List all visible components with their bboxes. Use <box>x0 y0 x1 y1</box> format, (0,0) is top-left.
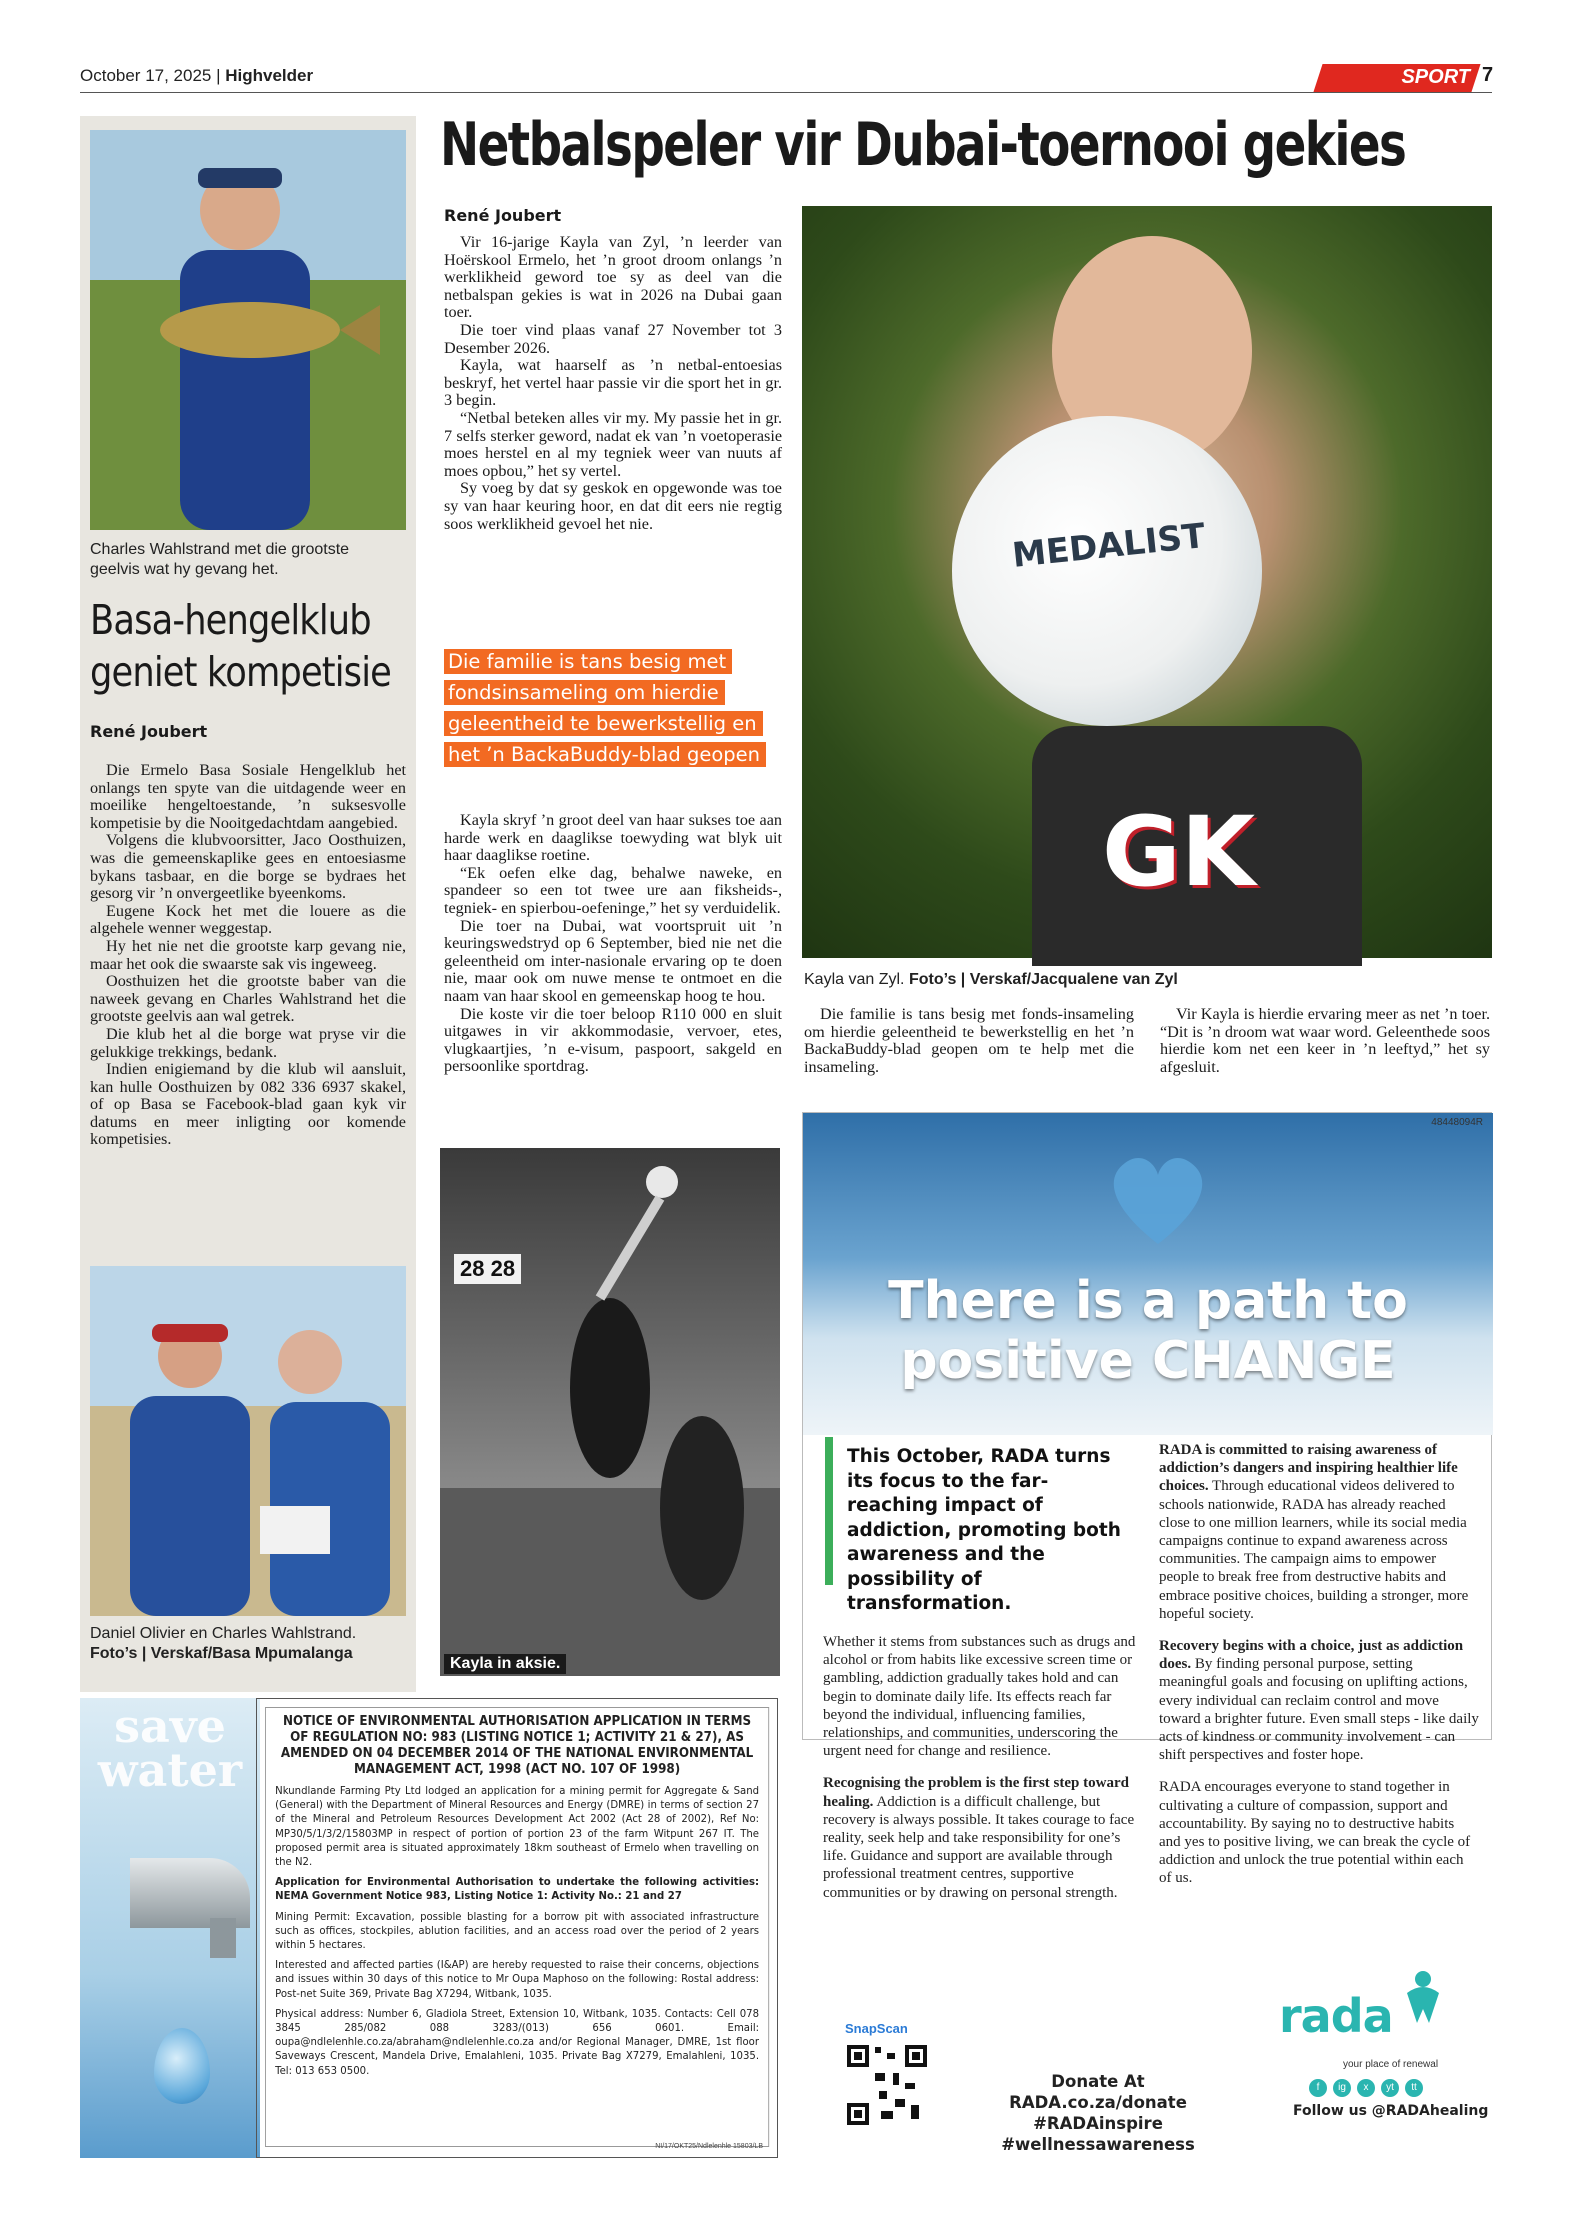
netball-shape <box>952 416 1262 726</box>
paragraph: Vir 16-jarige Kayla van Zyl, ’n leerder van Hoërskool Ermelo, het ’n groot droom onlangs ’n werklikheid geword toe sy as deel van die netbalspan gekies is wat in 2026 na Dubai gaan toer. <box>444 233 782 322</box>
paragraph: Indien enigiemand by die klub wil aansluit, kan hulle Oosthuizen by 082 336 6937 skakel, of op Basa se Facebook-blad gaan kyk vir datums en meer inligting oor komende kompetisies. <box>90 1060 406 1149</box>
environmental-notice <box>256 1698 778 2158</box>
section-label: SPORT <box>1401 66 1470 88</box>
notice-reference: NI/17/OKT25/Ndlelenhle 15803/LB <box>655 2143 763 2150</box>
netball-col3 <box>1160 1006 1490 1076</box>
paragraph: Volgens die klubvoorsitter, Jaco Oosthuizen, was die gemeenskaplike gees en entoesiasme bykans tasbaar, en die borge se bydraes het gesorg vir ’n onvergeetlike byeenkoms. <box>90 831 406 903</box>
paragraph: Hy het nie net die grootste karp gevang nie, maar het ook die swaarste sak vis ingeweeg. <box>90 936 406 973</box>
notice-paragraph: Mining Permit: Excavation, possible blasting for a borrow pit with associated infrastructure such as offices, stockpiles, ablution facilities, and an access road over the period of 2 years within 5 hectares. <box>275 1909 760 1952</box>
youtube-icon[interactable]: yt <box>1381 2079 1399 2097</box>
heart-cloud-icon <box>1103 1149 1213 1249</box>
pull-quote-text: Die familie is tans besig met fondsinsameling om hierdie geleentheid te bewerkstellig en het ’n BackaBuddy-blad geopen <box>444 649 766 767</box>
netball-headline: Netbalspeler vir Dubai-toernooi gekies <box>440 110 1406 180</box>
donate-block <box>983 2071 1213 2155</box>
ad-paragraph-text: Addiction is a difficult challenge, but recovery is always possible. It takes courage to face reality, seek help and take responsibility for one’s life. Guidance and support are available through professional treatment centres, supportive communities or by drawing on personal strength. <box>823 1793 1135 1901</box>
ad-paragraph <box>1159 1778 1479 1887</box>
donate-link[interactable]: Donate At RADA.co.za/donate <box>1009 2072 1187 2112</box>
ad-accent-bar <box>825 1437 833 1585</box>
paragraph: “Netbal beteken alles vir my. My passie het in gr. 7 selfs sterker geword, nadat ek van ’n voetoperasie moes herstel en al my tegniek weer van nuuts af moes opbou,” het sy vertel. <box>444 408 782 480</box>
fish-photo <box>90 130 406 530</box>
ad-paragraph-text: Whether it stems from substances such as drugs and alcohol or from habits like excessive screen time or gambling, addiction gradually takes hold and can begin to dominate daily life. Its effects reach far beyond the individual, influencing families, relationships, and communities, underscoring the urgent need for change and resilience. <box>823 1634 1136 1760</box>
fisherman-illustration <box>90 130 406 530</box>
ad-paragraph <box>823 1633 1143 1760</box>
anglers-illustration <box>90 1266 406 1616</box>
paragraph: Die klub het al die borge wat pryse vir die gelukkige trekkings, bedank. <box>90 1024 406 1061</box>
hashtag: #RADAinspire <box>1033 2114 1163 2133</box>
anglers-photo-credit: Foto’s | Verskaf/Basa Mpumalanga <box>90 1645 353 1662</box>
notice-paragraph: Physical address: Number 6, Gladiola Street, Extension 10, Witbank, 1035. Contacts: Cell 078 3845 285/082 088 3283/(013) 656 0601. Email: oupa@ndlelenhle.co.za/abraham@ndlelenhle.co.za and/or Regional Manager, DMRE, 1st floor Saveways Crescent, Mandela Drive, Emalahleni, 1035. Private Bag X7279, Emalahleni, 1035. Tel: 013 653 0500. <box>275 2006 760 2077</box>
basa-body <box>90 762 406 1149</box>
x-icon[interactable]: x <box>1357 2079 1375 2097</box>
facebook-icon[interactable]: f <box>1309 2079 1327 2097</box>
notice-paragraph: Nkundlande Farming Pty Ltd lodged an application for a mining permit for Aggregate & Sand (General) with the Department of Mineral Resources and Energy (DMRE) in terms of section 27 of the Mineral and Petroleum Resources Development Act 2002 (Act 28 of 2002), Ref No: MP30/5/1/3/2/15803MP in respect of portion of portion 23 of the farm Witpunt 267 IT. The proposed permit area is situated approximately 18km southeast of Ermelo when travelling on the N2. <box>275 1784 760 1869</box>
rada-logo: rada <box>1279 1989 1393 2043</box>
ad-paragraph-lead: Recovery begins with a choice, just as addiction does. <box>1159 1638 1464 1673</box>
ad-title-line: There is a path to <box>888 1271 1408 1331</box>
ad-paragraph-lead: Recognising the problem is the first step toward healing. <box>823 1775 1129 1810</box>
ad-right-column <box>1159 1441 1479 1902</box>
fish-photo-caption: Charles Wahlstrand met die grootste geelvis wat hy gevang het. <box>90 541 350 578</box>
netball-col1 <box>444 234 782 533</box>
snapscan-logo: SnapScan <box>845 2021 908 2036</box>
paragraph: Die Ermelo Basa Sosiale Hengelklub het onlangs ten spyte van die uitdagende weer en moeilike hengeltoestande, ’n suksesvolle kompetisie by die Nooitgedachtdam aangebied. <box>90 761 406 832</box>
paragraph: Oosthuizen het die grootste baber van die naweek gevang en Charles Wahlstrand het die grootste geelvis aan wal getrek. <box>90 972 406 1026</box>
header-rule <box>80 92 1492 93</box>
follow-handle[interactable]: Follow us @RADAhealing <box>1293 2103 1489 2119</box>
rada-advertisement <box>802 1112 1492 2154</box>
kayla-photo-caption <box>804 970 1494 990</box>
ad-reference: 48448094R <box>1431 1117 1483 1128</box>
paragraph: Die toer vind plaas vanaf 27 November tot 3 Desember 2026. <box>444 320 782 357</box>
netball-byline: René Joubert <box>444 206 562 225</box>
ad-paragraph <box>1159 1441 1479 1623</box>
caption-text: Kayla van Zyl. <box>804 971 905 988</box>
rada-figure-icon <box>1403 1969 1443 2025</box>
save-water-line: save <box>114 1699 226 1753</box>
masthead-date-paper <box>80 66 313 86</box>
paragraph: Eugene Kock het met die louere as die algehele wenner weggestap. <box>90 901 406 938</box>
ball-brand-text: MEDALIST <box>1010 515 1208 577</box>
ad-paragraph <box>1159 1637 1479 1764</box>
jersey-position-text: GK <box>1102 796 1256 908</box>
rada-tagline: your place of renewal <box>1343 2059 1439 2070</box>
notice-paragraph: Application for Environmental Authorisation to undertake the following activities: NEMA Government Notice 983, Listing Notice 1: Activity No.: 21 and 27 <box>275 1875 760 1903</box>
notice-body <box>265 1707 769 2147</box>
qr-code-icon[interactable] <box>845 2043 929 2127</box>
action-photo <box>440 1148 780 1676</box>
notice-paragraph: Interested and affected parties (I&AP) are hereby requested to raise their concerns, objections and issues within 30 days of this notice to Mr Oupa Maphoso on the following: Rostal address: Post-net Suite 369, Private Bag X7294, Witbank, 1035. <box>275 1958 760 2000</box>
anglers-photo-caption: Daniel Olivier en Charles Wahlstrand. <box>90 1625 357 1642</box>
notice-title: NOTICE OF ENVIRONMENTAL AUTHORISATION APPLICATION IN TERMS OF REGULATION NO: 983 (LISTING NOTICE 1; ACTIVITY 21 & 27), AS AMENDED ON 04 DECEMBER 2014 OF THE NATIONAL ENVIRONMENTAL MANAGEMENT ACT, 1998 (ACT NO. 107 OF 1998) <box>280 1714 754 1777</box>
netball-col2 <box>804 1006 1134 1076</box>
paragraph: Vir Kayla is hierdie ervaring meer as net ’n toer. “Dit is ’n droom wat waar word. Geleenthede soos hierdie kom net een keer in ’n leeftyd,” het sy afgesluit. <box>1160 1005 1490 1076</box>
paragraph: Die familie is tans besig met fonds-insameling om hierdie geleentheid te bewerkstellig en het ’n BackaBuddy-blad geopen om te help met die insameling. <box>804 1005 1134 1076</box>
paragraph: Die toer na Dubai, wat voortspruit uit ’n keuringswedstryd op 6 September, bied nie net die geleentheid om inter-nasionale ervaring op te doen nie, maar ook om nuwe mense te ontmoet en die naam van haar skool en gemeenskap hoog te hou. <box>444 916 782 1005</box>
page-number: 7 <box>1482 64 1494 86</box>
ad-left-column <box>823 1633 1143 1916</box>
ad-lead: This October, RADA turns its focus to the far-reaching impact of addiction, promoting both awareness and the possibility of transformation. <box>847 1446 1121 1614</box>
tap-spout <box>210 1918 236 1958</box>
pull-quote <box>444 646 784 770</box>
action-photo-caption: Kayla in aksie. <box>444 1654 566 1674</box>
ad-paragraph-text: Through educational videos delivered to schools nationwide, RADA has already reached close to one million learners, while its social media campaigns continue to expand awareness across communities. The campaign aims to empower people to break free from destructive habits and embrace positive choices, building a stronger, more hopeful society. <box>1159 1478 1469 1622</box>
ad-title-line: positive CHANGE <box>900 1331 1396 1391</box>
issue-date: October 17, 2025 <box>80 66 212 85</box>
paragraph: “Ek oefen elke dag, behalwe naweke, en spandeer so een tot twee ure aan fiksheids-, tegniek- en spierbou-oefeninge,” het sy verduidelik. <box>444 863 782 917</box>
save-water-text <box>84 1699 256 1797</box>
anglers-photo <box>90 1266 406 1616</box>
netball-col1b <box>444 812 782 1076</box>
paragraph: Kayla skryf ’n groot deel van haar sukses toe aan harde werk en daaglikse toewyding wat blyk uit haar daaglikse roetine. <box>444 811 782 865</box>
water-drop-icon <box>154 2028 210 2104</box>
paragraph: Sy voeg by dat sy geskok en opgewonde was toe sy van haar keuring hoor, en dat dit eers nie regtig soos werklikheid gevoel het nie. <box>444 479 782 533</box>
basa-headline: Basa-hengelklub geniet kompetisie <box>90 596 391 696</box>
paragraph: Die koste vir die toer beloop R110 000 en sluit uitgawes in vir akkommodasie, vervoer, etes, vlugkaartjies, ’n e-visum, paspoort, sakgeld en persoonlike sportdrag. <box>444 1004 782 1076</box>
basa-byline: René Joubert <box>90 722 208 741</box>
scoreboard-text: 28 28 <box>460 1256 516 1281</box>
masthead-separator: | <box>211 66 226 85</box>
instagram-icon[interactable]: ig <box>1333 2079 1351 2097</box>
hashtag: #wellnessawareness <box>1001 2135 1195 2154</box>
ad-paragraph-lead: RADA is committed to raising awareness of addiction’s dangers and inspiring healthier life choices. <box>1159 1442 1458 1495</box>
save-water-ad <box>80 1698 260 2158</box>
ad-paragraph-text: RADA encourages everyone to stand together in cultivating a culture of compassion, support and accountability. By saying no to destructive habits and yes to positive living, we can break the cycle of addiction and unlock the true potential within each of us. <box>1159 1779 1471 1887</box>
paragraph: Kayla, wat haarself as ’n netbal-entoesias beskryf, het vertel haar passie vir die sport het in gr. 3 begin. <box>444 356 782 410</box>
ad-title <box>803 1271 1493 1391</box>
save-water-line: water <box>97 1743 243 1797</box>
paper-name: Highvelder <box>225 66 314 85</box>
players-illustration <box>440 1148 780 1676</box>
ad-paragraph <box>823 1774 1143 1901</box>
tiktok-icon[interactable]: tt <box>1405 2079 1423 2097</box>
kayla-photo <box>802 206 1492 958</box>
ad-paragraph-text: By finding personal purpose, setting meaningful goals and focusing on uplifting actions, every individual can reclaim control and move toward a brighter future. Even small steps - like daily acts of kindness or community involvement - can shift perspectives and foster hope. <box>1159 1656 1479 1764</box>
caption-credit: Foto’s | Verskaf/Jacqualene van Zyl <box>908 971 1178 988</box>
